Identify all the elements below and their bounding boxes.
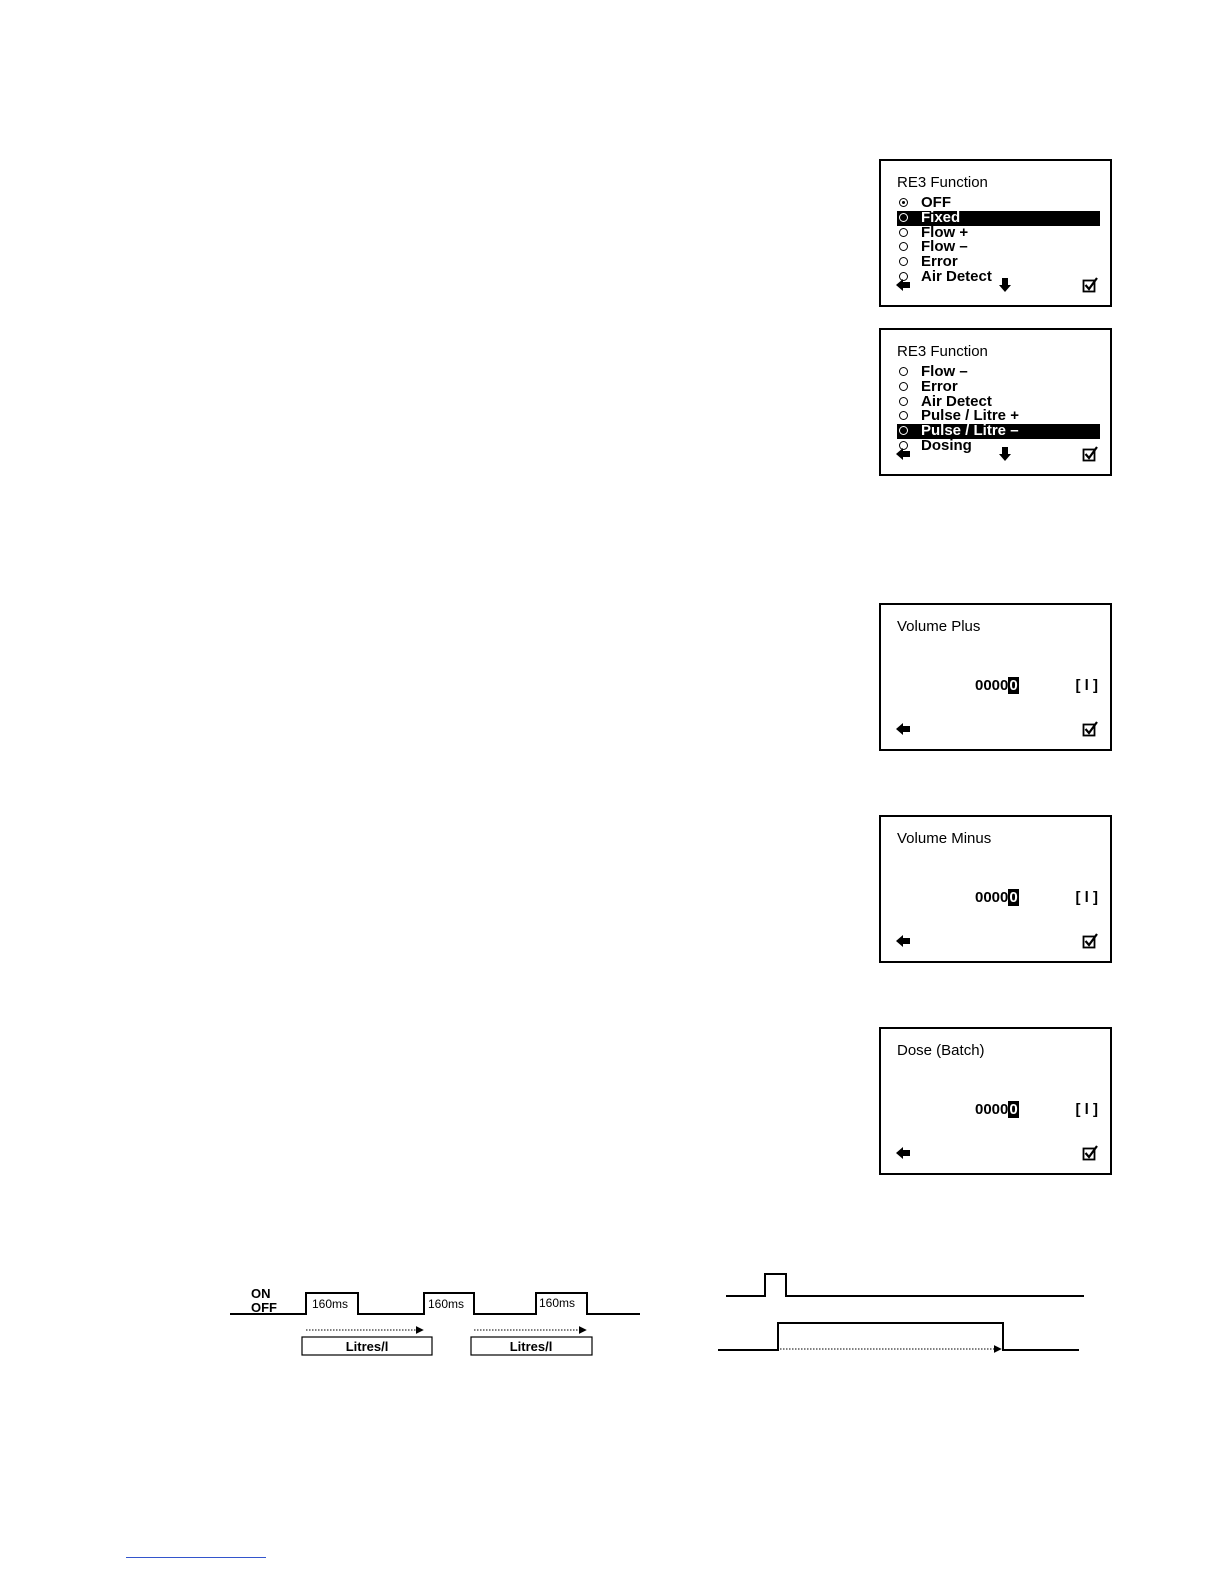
radio-icon — [899, 367, 908, 376]
menu-item-flow-plus[interactable]: Flow + — [897, 226, 1100, 241]
arrow-left-icon[interactable] — [895, 1145, 911, 1161]
dosing-timing-diagram — [710, 1265, 1095, 1360]
radio-icon — [899, 397, 908, 406]
menu-item-error[interactable]: Error — [897, 255, 1100, 270]
menu-item-off[interactable]: OFF — [897, 196, 1100, 211]
volume-plus-screen — [879, 603, 1112, 751]
arrow-down-icon[interactable] — [997, 277, 1013, 293]
radio-icon — [899, 411, 908, 420]
unit-label: [ l ] — [1075, 1101, 1098, 1118]
radio-icon — [899, 257, 908, 266]
unit-label: [ l ] — [1075, 677, 1098, 694]
value-cursor-digit[interactable]: 0 — [1009, 889, 1018, 906]
checkbox-checked-icon[interactable] — [1082, 446, 1098, 462]
checkbox-checked-icon[interactable] — [1082, 721, 1098, 737]
value-digits: 0000 — [975, 889, 1009, 906]
arrow-left-icon[interactable] — [895, 446, 911, 462]
pulse-litre-timing-diagram — [220, 1270, 650, 1365]
value-digits: 0000 — [975, 677, 1009, 694]
interval-label: Litres/l — [345, 1339, 389, 1354]
pulse-width-label: 160ms — [428, 1297, 465, 1311]
arrow-left-icon[interactable] — [895, 721, 911, 737]
interval-label: Litres/l — [509, 1339, 553, 1354]
re3-function-screen-2 — [879, 328, 1112, 476]
value-cursor-digit[interactable]: 0 — [1009, 677, 1018, 694]
re3-function-list-2 — [897, 365, 1100, 454]
volume-minus-screen — [879, 815, 1112, 963]
pulse-width-label: 160ms — [312, 1297, 349, 1311]
re3-function-screen-1 — [879, 159, 1112, 307]
dose-batch-screen — [879, 1027, 1112, 1175]
radio-icon — [899, 426, 908, 435]
menu-item-pulse-litre-minus[interactable]: Pulse / Litre – — [897, 424, 1100, 439]
menu-item-air-detect[interactable]: Air Detect — [897, 270, 1100, 285]
screen-title: Dose (Batch) — [897, 1042, 985, 1059]
dose-output-line — [718, 1323, 1079, 1350]
menu-item-dosing[interactable]: Dosing — [897, 439, 1100, 454]
checkbox-checked-icon[interactable] — [1082, 277, 1098, 293]
volume-plus-value[interactable] — [975, 677, 1019, 694]
menu-item-pulse-litre-plus[interactable]: Pulse / Litre + — [897, 409, 1100, 424]
menu-item-fixed[interactable]: Fixed — [897, 211, 1100, 226]
checkbox-checked-icon[interactable] — [1082, 1145, 1098, 1161]
value-cursor-digit[interactable]: 0 — [1009, 1101, 1018, 1118]
arrow-left-icon[interactable] — [895, 933, 911, 949]
unit-label: [ l ] — [1075, 889, 1098, 906]
dose-batch-value[interactable] — [975, 1101, 1019, 1118]
on-label: ON — [251, 1286, 271, 1301]
value-digits: 0000 — [975, 1101, 1009, 1118]
checkbox-checked-icon[interactable] — [1082, 933, 1098, 949]
menu-item-flow-minus[interactable]: Flow – — [897, 365, 1100, 380]
arrow-left-icon[interactable] — [895, 277, 911, 293]
menu-item-flow-minus[interactable]: Flow – — [897, 240, 1100, 255]
screen-title: RE3 Function — [897, 343, 988, 360]
radio-icon — [899, 382, 908, 391]
screen-title: RE3 Function — [897, 174, 988, 191]
volume-minus-value[interactable] — [975, 889, 1019, 906]
radio-icon — [899, 242, 908, 251]
screen-title: Volume Minus — [897, 830, 992, 847]
pulse-width-label: 160ms — [539, 1296, 576, 1310]
trigger-signal-line — [726, 1274, 1084, 1296]
radio-checked-icon — [899, 198, 908, 207]
footnote-rule — [126, 1557, 266, 1558]
re3-function-list-1 — [897, 196, 1100, 285]
radio-icon — [899, 228, 908, 237]
screen-title: Volume Plus — [897, 618, 981, 635]
off-label: OFF — [251, 1300, 277, 1315]
menu-item-air-detect[interactable]: Air Detect — [897, 395, 1100, 410]
arrow-down-icon[interactable] — [997, 446, 1013, 462]
radio-icon — [899, 213, 908, 222]
menu-item-error[interactable]: Error — [897, 380, 1100, 395]
